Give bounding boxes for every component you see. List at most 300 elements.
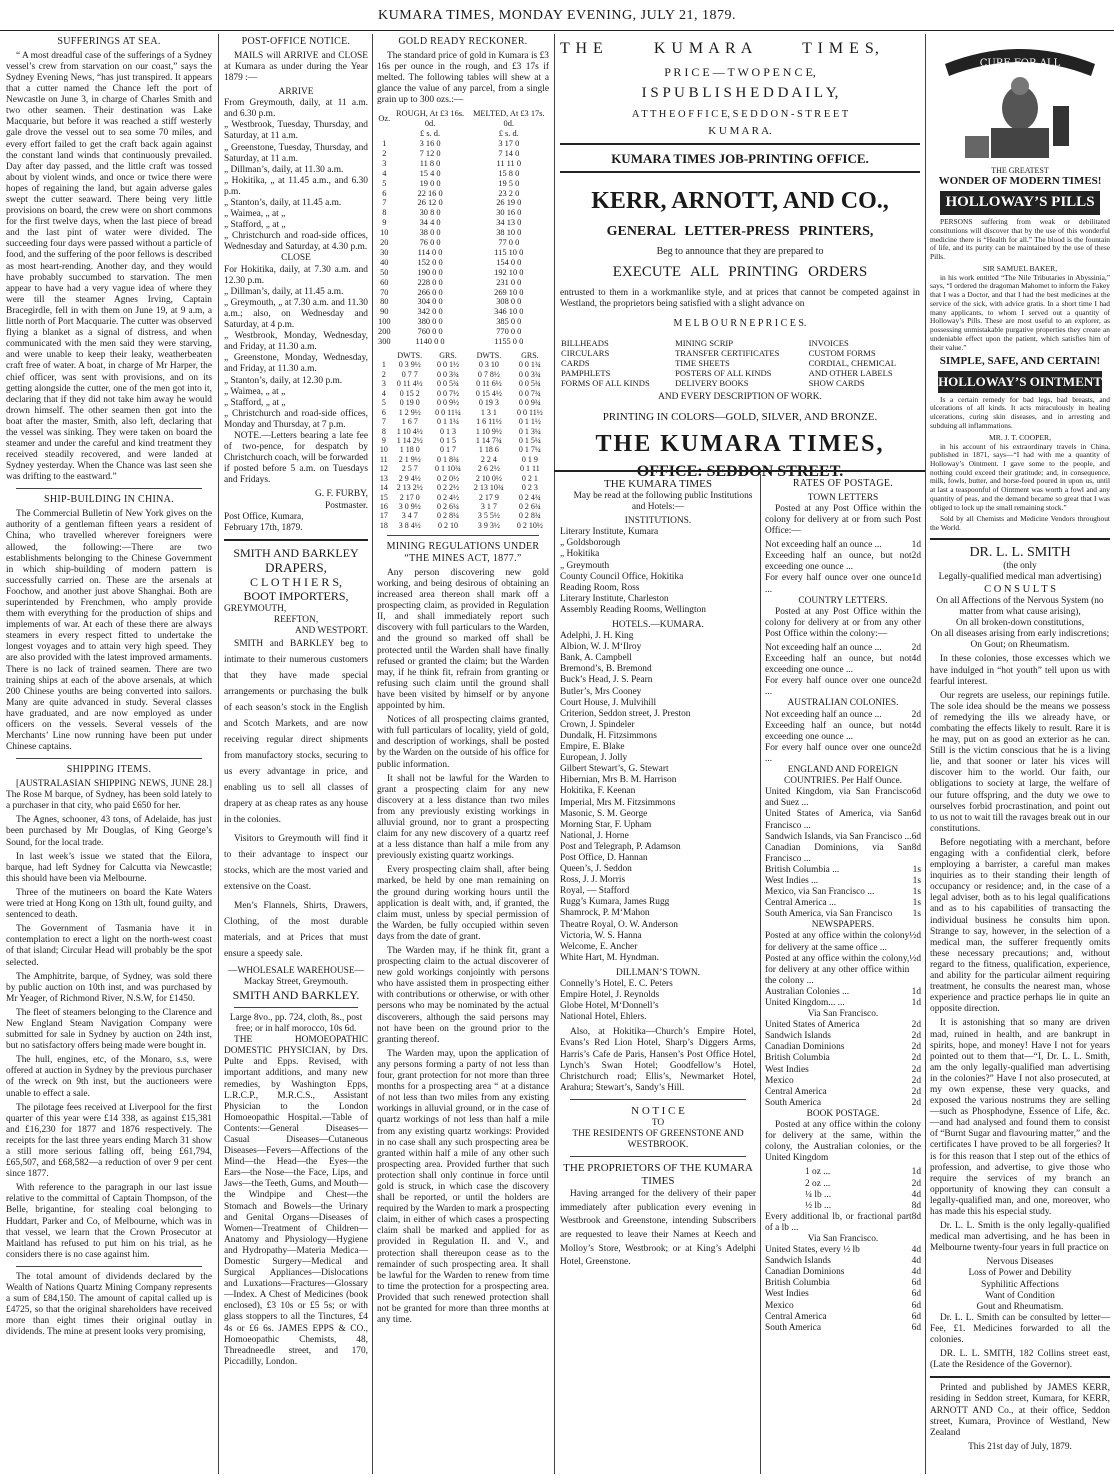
mail-close-item: „ Stafford, „ at „ [224, 397, 286, 408]
mail-close-item: „ Waimea, „ at „ [224, 386, 286, 397]
rate-value: 4d [911, 1245, 921, 1256]
shipping-item: The Government of Tasmania have it in contemplation to erect a light on the north-west coast of that island; Circular Head will probably be the spot selected. [6, 924, 212, 968]
table-cell: 0 19 0 [399, 398, 420, 408]
print-item: DELIVERY BOOKS [675, 378, 749, 389]
specialty-item: Gout and Rheumatism. [976, 1301, 1064, 1312]
table-cell: 200 [378, 327, 391, 337]
rate-value: 2d [911, 1075, 921, 1086]
rate-row [765, 1312, 921, 1323]
shipping-item: [AUSTRALASIAN SHIPPING NEWS, JUNE 28.] The Rose M barque, of Sydney, has been sold lately to a purchaser in that city, who paid £650 for her. [6, 779, 212, 812]
print-item: CUSTOM FORMS [808, 347, 876, 358]
table-cell: 3 4 7 [401, 511, 418, 521]
table-cell: 5 [382, 178, 387, 188]
town-greymouth: GREYMOUTH, [224, 603, 287, 614]
table-cell: 2 [382, 148, 387, 158]
rate-row [765, 998, 921, 1009]
table-cell: 0 2 4¾ [518, 492, 541, 502]
rate-row [765, 643, 921, 654]
rate-label: South America, via San Francisco [765, 909, 893, 920]
table-row [377, 149, 549, 159]
notice-residents: THE RESIDENTS OF GREENSTONE AND WESTBROOK. [572, 1129, 744, 1151]
table-cell: 26 12 0 [417, 198, 443, 208]
rate-label: West Indies [765, 1289, 809, 1300]
rate-value: 2d [911, 1086, 921, 1097]
table-cell: 2 13 10¾ [473, 483, 504, 493]
table-cell: 1 10 4½ [396, 426, 423, 436]
mining-para: The Warden may, if he think fit, grant a prospecting claim to the actual discoverer of new gold workings conjointly with persons who have assisted them in prospecting either with contributions or otherwise, or with other persons who may be nominated by the actual discoverers, although the said persons may not have been on the ground prior to the granting thereof. [377, 946, 549, 1045]
rate-value: 1d [911, 998, 921, 1009]
rate-label: Mexico [765, 1075, 794, 1086]
table-cell: 22 16 0 [417, 188, 443, 198]
rate-value: 1s [912, 864, 921, 875]
print-item: FORMS OF ALL KINDS [561, 378, 650, 389]
table-cell: 300 [378, 337, 391, 347]
rate-value: 1s [912, 898, 921, 909]
divider [16, 488, 202, 489]
town-westport: AND WESTPORT. [294, 625, 368, 636]
rate-value: 6d [911, 787, 921, 798]
imprint-text: Printed and published by JAMES KERR, residing in Seddon street, Kumara, for KERR, ARNOTT AND Co., at their office, Seddon street, Kumara, Province of Westland, New Zealand [930, 1383, 1110, 1438]
rate-value: 2d [911, 676, 921, 687]
table-cell: 0 2 10 [437, 520, 458, 530]
hotel-item: Royal, — Stafford [560, 886, 630, 897]
hotel-item: Court House, J. Mulvihill [560, 697, 657, 708]
table-row [377, 248, 549, 258]
rate-row [765, 898, 921, 909]
table-cell: 13 [379, 473, 388, 483]
rate-row [765, 843, 921, 865]
shipping-item: The hull, engines, etc, of the Monaro, s.s, were offered at auction in Sydney by the previous purchaser of the wreck on 9th inst, but the auctioneers were unable to effect a sale. [6, 1055, 212, 1099]
table-cell: 0 19 3 [478, 398, 499, 408]
rate-row [765, 1245, 921, 1256]
table-cell: 30 8 0 [419, 208, 441, 218]
institution-item: Assembly Reading Rooms, Wellington [560, 604, 706, 615]
print-item: BILLHEADS [561, 337, 609, 348]
table-cell: 7 [381, 417, 386, 427]
post-office-date: February 17th, 1879. [224, 522, 303, 533]
rate-row [765, 1031, 921, 1042]
table-cell: 0 2 1 [521, 473, 538, 483]
foreign-rates [765, 787, 921, 920]
hotel-item: European, J. Jolly [560, 753, 628, 764]
rate-row [765, 1020, 921, 1031]
table-cell: 380 0 0 [417, 317, 443, 327]
rate-row [765, 1042, 921, 1053]
rate-label: West Indies ... [765, 875, 819, 886]
table-cell: 0 0 5¾ [436, 379, 459, 389]
print-item: AND OTHER LABELS [808, 368, 893, 379]
rate-label: For every half ounce over one ounce ... [765, 742, 912, 764]
imprint-date: This 21st day of July, 1879. [968, 1441, 1072, 1452]
rate-value: 2d [911, 1097, 921, 1108]
table-cell: 1140 0 0 [415, 337, 445, 347]
rate-row [765, 887, 921, 898]
hotel-item: Hibernian, Mrs B. M. Harrison [560, 775, 677, 786]
hotel-item: Criterion, Seddon street, J. Preston [560, 708, 691, 719]
table-cell: 3 [381, 379, 386, 389]
table-cell: 266 0 0 [417, 287, 443, 297]
table-row [377, 502, 549, 511]
mining-para: Notices of all prospecting claims granted, with full particulars of locality, yield of gold, and description of workings, shall be posted by the Warden on the outside of his office for public information. [377, 715, 549, 770]
specialty-item: Loss of Power and Debility [968, 1268, 1072, 1279]
rate-row [765, 1323, 921, 1334]
notice-title: N O T I C E [631, 1104, 685, 1117]
via-sf-heading: Via San Francisco. [807, 1233, 879, 1244]
table-cell: 231 0 0 [496, 277, 522, 287]
table-cell: 0 0 9¾ [518, 398, 541, 408]
rate-value: 1s [912, 875, 921, 886]
postmaster-name: G. F. FURBY, [314, 489, 368, 500]
table-row [377, 297, 549, 307]
table-cell: 2 5 7 [401, 464, 418, 474]
rate-label: Central America [765, 1086, 827, 1097]
table-cell: 0 1 5 [439, 435, 456, 445]
table-cell: 154 0 0 [496, 257, 522, 267]
dwts-table [377, 351, 549, 530]
table-row [560, 378, 920, 388]
institutions-list [560, 527, 756, 616]
column-1 [6, 36, 212, 1342]
table-cell: 7 14 0 [498, 148, 520, 158]
table-row [377, 455, 549, 464]
rate-value: 4d [911, 1267, 921, 1278]
table-cell: 0 1 7 [439, 445, 456, 455]
rate-value: 6d [911, 1289, 921, 1300]
table-row [377, 379, 549, 388]
table-row [560, 338, 920, 348]
rate-label: Not exceeding half an ounce ... [765, 540, 882, 551]
table-cell: 385 0 0 [496, 317, 522, 327]
column-2 [224, 36, 368, 1371]
table-cell: 2 17 0 [399, 492, 420, 502]
table-cell: 9 [381, 435, 386, 445]
melbourne-prices: M E L B O U R N E P R I C E S. [673, 317, 807, 329]
rate-label: Posted at any office within the colony, for delivery at any other office within the colony ... [765, 953, 910, 986]
rate-label: United Kingdom, via San Francisco and Suez ... [765, 787, 912, 809]
table-row [377, 511, 549, 520]
column-rule [372, 34, 373, 1474]
rate-label: South America [765, 1097, 821, 1108]
postmaster-title: Postmaster. [325, 500, 368, 511]
table-cell: 3 0 9½ [398, 502, 421, 512]
dr-smith-para: It is astonishing that so many are driven mad, ruined in health, and are bankrupt in spirits, hope, and money! Have I not for years pointed out to them that—“I, Dr. L. L. Smith, am the only legally-qualified man advertising in the colonies?” Have I not also prosecuted, at my own expense, these very quacks, and exposed the various nostrums they are selling—such as Phosphodyne, Essence of Life, &c.—and had analysed and found them to consist of “Burnt Sugar and flavouring matter,” and the certificates I have proved to be all forgeries? It is for this reason that I step out of the ethics of profession, and advertise, to give those who require the services of my branch an opportunity of knowing they can consult a legally-qualified man, and one, moreover, who has made this his especial study. [930, 1018, 1110, 1217]
table-cell: 0 1 5¼ [518, 435, 541, 445]
kumara-times-title: THE KUMARA TIMES, [595, 431, 885, 458]
mail-close-item: „ Greymouth, „ at 7.30 a.m. and 11.30 a.m.; also, on Wednesday and Saturday, at 4 p.m. [224, 297, 368, 331]
rate-value: 2d [911, 1020, 921, 1031]
consults-item: On all diseases arising from early indiscretions; [930, 629, 1110, 640]
mail-arrive-item: „ Waimea, „ at „ [224, 209, 286, 220]
rate-label: ¼ lb ... [805, 1189, 832, 1200]
mail-close-item: „ Stanton’s, daily, at 12.30 p.m. [224, 375, 343, 386]
print-item: INVOICES [808, 337, 849, 348]
table-cell: 10 [380, 228, 389, 238]
table-cell: 77 0 0 [498, 238, 520, 248]
rate-row [765, 876, 921, 887]
rate-row [765, 865, 921, 876]
table-cell: 0 1 1¼ [436, 417, 459, 427]
dr-smith-para: Before negotiating with a merchant, before engaging with a confidential clerk, before employing a barrister, a careful man makes inquiries as to their standing their length of occupancy or residence; and, in the case of a legal adviser, both as to his legal qualifications and as to his capabilities of transacting the individual business he consults him upon. Strange to say, however, in the selection of a medical man, the sufferer frequently omits these necessary precautions; and, without regard to the fitness, qualification, experience, and ability for the particular ailment requiring treatment, he consults the nearest man, whose experience and practice perhaps lie in quite an opposite direction. [930, 837, 1110, 1015]
shipbuilding-heading: SHIP-BUILDING IN CHINA. [44, 494, 174, 506]
rate-row [765, 710, 921, 721]
hotel-item: Adelphi, J. H. King [560, 631, 634, 642]
table-row [377, 427, 549, 436]
divider [554, 470, 925, 472]
table-row [377, 317, 549, 327]
rate-value: 6d [911, 1322, 921, 1333]
rate-value: 4d [911, 1256, 921, 1267]
consults-item: On all Affections of the Nervous System (no matter from what cause arising), [936, 595, 1104, 618]
paper-published: I S P U B L I S H E D D A I L Y, [641, 85, 839, 102]
table-cell: 0 2 4½ [436, 492, 459, 502]
paper-office: A T T H E O F F I C E, S E D D O N - S T R E E T [631, 108, 849, 120]
table-cell: 114 0 0 [417, 247, 443, 257]
rate-label: Canadian Dominions, via San Francisco ... [765, 842, 912, 864]
institutions-title: THE KUMARA TIMES [604, 478, 712, 490]
baker-text: in his work entitled “The Nile Tributaries in Abyssinia,” says, “I ordered the dragoman Mahomet to inform the Fakey that I was a Doctor, and that I had the best medicines at the service of the sick, with advice gratis. In a short time I had many applicants, to whom I served out a quantity of Holloway’s Pills. These are most useful to an explorer, as possessing unmistakable purgative properties they create an undeniable effect upon the patient, which satisfies him of their value.” [930, 272, 1110, 352]
holloway-pills-banner: HOLLOWAY’S PILLS [940, 191, 1100, 215]
table-row [377, 445, 549, 454]
proprietors-text: Having arranged for the delivery of their paper immediately after publication every evening in Westbrook and Greenstone, intending Subscribers are requested to leave their Names at Keech and Molloy’s Store, Westbrook; or at King’s Adelphi Hotel, Greenstone. [560, 1189, 756, 1268]
column-rule [925, 34, 926, 1474]
table-row [377, 268, 549, 278]
table-row [377, 159, 549, 169]
hotel-item: Hokitika, F. Keenan [560, 786, 636, 797]
print-item: SHOW CARDS [808, 378, 865, 389]
table-cell: 0 15 2 [399, 388, 420, 398]
dr-smith-only: (the only [1003, 561, 1037, 572]
table-cell: 76 0 0 [419, 238, 441, 248]
table-cell: 190 0 0 [417, 267, 443, 277]
rate-row [765, 743, 921, 765]
table-row [377, 337, 549, 347]
mail-arrive-item: „ Stafford, „ at „ [224, 220, 286, 231]
table-cell: 50 [380, 267, 389, 277]
table-row [377, 139, 549, 149]
table-cell: 1 [381, 360, 386, 370]
cooper-text: in his account of his extraordinary travels in China, published in 1871, says—“I had with me a quantity of Holloway’s Ointment. I gave some to the people, and nothing could exceed their gratitude; and, in consequence, milk, fowls, butter, and horse-feed poured in upon us, until at last a teaspoonful of Ointment was worth a fowl and any quantity of peas, and the demand became so great that I was obliged to lock up the small remaining stock.” [930, 441, 1110, 512]
table-cell: 152 0 0 [417, 257, 443, 267]
consults-item: On all broken-down constitutions, [955, 618, 1085, 629]
rate-value: 6d [911, 1278, 921, 1289]
table-cell: 1 [382, 138, 387, 148]
institution-item: Reading Room, Ross [560, 582, 640, 593]
kumara-times-office: OFFICE: SEDDON STREET. [636, 462, 844, 480]
shipping-item: The fleet of steamers belonging to the Clarence and New England Steam Navigation Company were submitted for sale in Sydney by auction on 24th inst, but no satisfactory offers being made were bought in. [6, 1007, 212, 1052]
holloway-engraving-icon [935, 36, 1105, 166]
table-cell: 2 9 4½ [398, 473, 421, 483]
pills-text: PERSONS suffering from weak or debilitated constitutions will discover that by the use of this wonderful medicine there is “Health for all.” The blood is the fountain of life, and its purity can be maintained by the use of these Pills. [930, 217, 1110, 262]
dr-smith-name: DR. L. L. SMITH [969, 544, 1071, 560]
printers-trade: GENERAL LETTER-PRESS PRINTERS, [606, 223, 874, 239]
table-row [377, 189, 549, 199]
table-cell: 2 17 9 [478, 492, 499, 502]
table-cell: 1155 0 0 [494, 337, 524, 347]
table-cell: 11 8 0 [419, 158, 441, 168]
rate-value: 2d [911, 1064, 921, 1075]
rate-value: 2d [911, 551, 921, 562]
rate-row [805, 1179, 921, 1190]
australian-heading: AUSTRALIAN COLONIES. [787, 698, 899, 709]
rate-label: Sandwich Islands, via San Francisco ... [765, 831, 912, 842]
table-cell: 0 1 3 [439, 426, 456, 436]
rate-label: Sandwich Islands [765, 1031, 831, 1042]
divider [560, 171, 920, 173]
divider [930, 538, 1110, 540]
rate-label: Every additional lb, or fractional part of a lb ... [765, 1211, 912, 1233]
wholesale-warehouse: —WHOLESALE WAREHOUSE— [227, 965, 364, 976]
table-cell: 3 [382, 158, 387, 168]
gold-col-header: ROUGH, At £3 16s. 0d. [395, 109, 465, 129]
table-cell: 0 3 9½ [398, 360, 421, 370]
table-cell: 0 1 9 [521, 454, 538, 464]
rate-row [765, 1289, 921, 1300]
via-sf-heading: Via San Francisco. [807, 1009, 879, 1020]
dr-smith-para: In these colonies, those excesses which we have indulged in “hot youth” tell upon us with fearful interest. [930, 654, 1110, 687]
table-cell: 3 1 7 [480, 502, 497, 512]
consults-label: C O N S U L T S [984, 583, 1056, 595]
table-cell: 23 2 0 [498, 188, 520, 198]
column-3 [377, 36, 549, 1329]
table-row [377, 398, 549, 407]
mining-para: The Warden may, upon the application of any persons forming a party of not less than four, grant protection for not more than three months for a prospecting area “ at a distance of not less than two miles from any existing workings in alluvial ground, or in the case of quartz workings of not less than half a mile from any existing quartz workings: Provided in no case shall any such prospecting area be granted within half a mile of any other such prospecting area. Provided further that such protection shall only continue in force until gold is struck, in which case the discovery shall be reported, or until the holders are required by the Warden to mark a prospecting claim, in either of which cases a prospecting claim shall be marked and applied for as provided in Regulation II. and V., and protection shall thereupon cease as to the remainder of such prospecting area. It shall be lawful for the Warden to renew from time to time the protection for a prospecting area. Provided that such renewed protection shall not be granted for more than three months at any time. [377, 1048, 549, 1326]
shipping-heading: SHIPPING ITEMS. [66, 764, 152, 776]
clothiers-label: C L O T H I E R S, [249, 575, 343, 590]
print-item: CARDS [561, 357, 590, 368]
rate-row [765, 987, 921, 998]
table-cell: 0 0 1½ [436, 360, 459, 370]
table-cell: 8 [381, 426, 386, 436]
rate-value: 4d [911, 720, 921, 731]
table-cell: 3 9 3½ [477, 520, 500, 530]
table-cell: 0 7 7 [401, 369, 418, 379]
country-letters-text: Posted at any Post Office within the colony for delivery at or from any other Post Office within the colony:— [765, 606, 921, 639]
postage-heading: RATES OF POSTAGE. [792, 478, 894, 489]
table-row [377, 179, 549, 189]
hotel-item: Morning Star, F. Upham [560, 819, 652, 830]
rate-row [765, 1212, 921, 1234]
rate-row [805, 1190, 921, 1201]
institution-item: „ Greymouth [560, 560, 610, 571]
banner-text: CURE FOR ALL [979, 58, 1061, 69]
late-fee-note: NOTE.—Letters bearing a late fee of two-pence, for despatch by Christchurch coach, will be forwarded if posted before 5 a.m. on Tuesdays and Fridays. [224, 430, 368, 486]
hotel-item: Shamrock, P. M‘Mahon [560, 908, 650, 919]
rate-row [765, 809, 921, 831]
table-cell: 0 2 3 [521, 483, 538, 493]
gold-heading: GOLD READY RECKONER. [398, 36, 528, 47]
rate-label: West Indies [765, 1064, 809, 1075]
table-row [377, 483, 549, 492]
divider [570, 1156, 746, 1157]
table-cell: 304 0 0 [417, 297, 443, 307]
table-cell: 0 11 6½ [476, 379, 502, 389]
mining-para: Any person discovering new gold working, and being desirous of obtaining an increased area thereon shall mark off a prospecting claim, as provided in Regulation II, and shall immediately report such discovery with full particulars to the Warden, and the ground so marked off shall be protected until the Warden shall have finally refused or granted the claim; but the Warden may, if he think fit, refrain from granting or refusing such claim until the ground shall have been visited by himself or by anyone appointed by him. [377, 567, 549, 712]
table-cell: 1 3 1 [480, 407, 497, 417]
rate-row [765, 931, 921, 953]
table-cell: 34 13 0 [496, 218, 522, 228]
rate-label: ½ lb ... [805, 1200, 832, 1211]
rate-value: ½d [909, 931, 921, 942]
hokitika-hotels: Also, at Hokitika—Church’s Empire Hotel, Evans’s Red Lion Hotel, Sharp’s Diggers Arms, Harris’s Cafe de Paris, Hansen’s Post Office Hotel, Lynch’s Swan Hotel; Goodfellow’s Hotel, Christchurch road; Ellis’s, Newmarket Hotel, Arahura; Stewart’s, Sandy’s Hill. [560, 1027, 756, 1093]
divider [224, 539, 368, 541]
book-rates [765, 1167, 921, 1211]
table-cell: 0 1 8¾ [436, 454, 459, 464]
mining-heading: MINING REGULATIONS UNDER “THE MINES ACT, 1877.” [386, 541, 540, 565]
rate-value: 4d [911, 1189, 921, 1200]
rate-row [765, 954, 921, 987]
table-cell: 19 0 0 [419, 178, 441, 188]
newspaper-rates [765, 931, 921, 1009]
dillman-hotel-item: Connelly’s Hotel, E. C. Peters [560, 979, 673, 989]
rate-value: 2d [911, 643, 921, 654]
rate-value: 6d [911, 831, 921, 842]
table-cell: 192 10 0 [494, 267, 524, 277]
dividends-text: The total amount of dividends declared by the Wealth of Nations Quartz Mining Company represents a sum of £84,150. The amount of capital called up is £4725, so that the original shareholders have received more than eight times their original outlay in dividends. The mine at present looks very promising, [6, 1271, 212, 1338]
close-heading: CLOSE [281, 253, 311, 264]
column-7 [930, 36, 1110, 1453]
table-cell: 0 0 3¾ [436, 369, 459, 379]
table-cell: 4 [382, 168, 387, 178]
rate-row [805, 1201, 921, 1212]
hotel-item: Butler’s, Mrs Cooney [560, 686, 642, 697]
rate-value: 2d [911, 1178, 921, 1189]
printing-colors: PRINTING IN COLORS—GOLD, SILVER, AND BRONZE. [602, 411, 878, 424]
mail-close-item: „ Dillman’s, daily, at 11.45 a.m. [224, 286, 344, 297]
dr-smith-specialties [930, 1257, 1110, 1312]
drapers-text: SMITH and BARKLEY beg to intimate to their numerous customers that they have made special arrangements or purchasing the bulk of each season’s stock in the English and Scotch Markets, and are now receiving regular direct shipments from manufactory stocks, securing to us every advantage in price, and enabling us to sell all classes of drapery at as cheap rates as any house in the colonies. [224, 638, 368, 825]
table-row [377, 228, 549, 238]
table-cell: 0 11 4½ [396, 379, 423, 389]
table-cell: 34 4 0 [419, 218, 441, 228]
hotel-item: Imperial, Mrs M. Fitzsimmons [560, 797, 676, 808]
every-description: AND EVERY DESCRIPTION OF WORK. [658, 392, 822, 403]
table-cell: 11 [379, 454, 388, 464]
table-cell: 342 0 0 [417, 307, 443, 317]
dwts-header: DWTS. [397, 351, 423, 361]
table-cell: 2 6 2½ [477, 464, 500, 474]
table-row [377, 474, 549, 483]
hotel-item: Buck’s Head, J. S. Pearn [560, 675, 653, 686]
table-cell: 16 [379, 502, 388, 512]
rate-row [765, 676, 921, 698]
rate-label: Exceeding half an ounce, but not exceeding one ounce ... [765, 720, 912, 742]
hotel-item: Theatre Royal, O. W. Anderson [560, 919, 678, 930]
rate-label: Sandwich Islands [765, 1256, 831, 1267]
table-cell: 0 1 1½ [518, 417, 541, 427]
table-cell: 0 1 3¼ [518, 426, 541, 436]
hotel-item: Post Office, D. Hannan [560, 852, 648, 863]
mail-close-item: „ Greenstone, Monday, Wednesday, and Friday, at 11.30 a.m. [224, 353, 368, 375]
table-row [560, 368, 920, 378]
table-cell: 0 0 11¼ [435, 407, 461, 417]
table-row [377, 208, 549, 218]
print-item: PAMPHLETS [561, 368, 611, 379]
rate-label: Canadian Dominions [765, 1042, 845, 1053]
table-row [377, 258, 549, 268]
country-letters-heading: COUNTRY LETTERS. [798, 595, 888, 606]
town-rates [765, 540, 921, 595]
column-6-postage [765, 478, 921, 1334]
gold-unit-header: £ s. d. [498, 129, 519, 139]
table-cell: 20 [380, 238, 389, 248]
holloway-ointment-banner: HOLLOWAY’S OINTMENT [938, 371, 1102, 392]
rate-row [765, 1301, 921, 1312]
table-cell: 1 18 0 [399, 445, 420, 455]
rate-label: British Columbia [765, 1278, 830, 1289]
dillman-hotel-item: National Hotel, Ehlers. [560, 1012, 647, 1023]
rate-label: 2 oz ... [805, 1178, 831, 1189]
rate-label: Mexico [765, 1300, 794, 1311]
